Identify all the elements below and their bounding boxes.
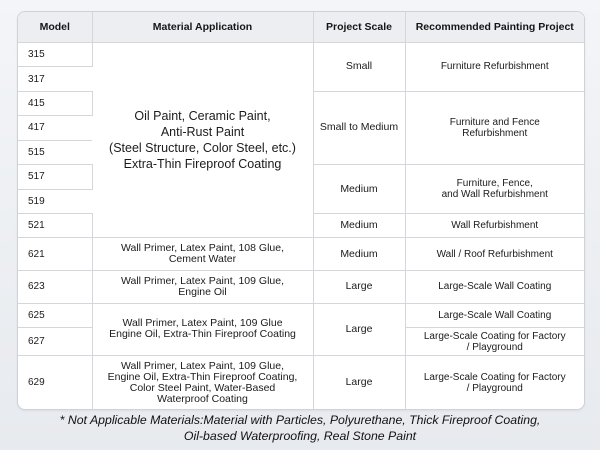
header-material-application: Material Application	[92, 12, 313, 43]
scale-cell: Medium	[313, 238, 405, 271]
model-cell: 521	[18, 213, 92, 237]
table-row	[18, 43, 584, 67]
model-cell: 517	[18, 165, 92, 189]
model-cell: 317	[18, 67, 92, 91]
material-cell	[92, 43, 313, 238]
project-cell	[405, 165, 584, 214]
not-applicable-footnote: * Not Applicable Materials:Material with Particles, Polyurethane, Thick Fireproof Coating, Oil-based Waterproofing, Real Stone Paint	[59, 413, 541, 443]
table-row	[18, 303, 584, 327]
model-table	[18, 12, 584, 409]
project-text: Furniture Refurbishment	[440, 61, 549, 73]
table-row	[18, 238, 584, 271]
material-cell	[92, 238, 313, 271]
material-cell	[92, 303, 313, 356]
project-cell	[405, 356, 584, 409]
model-cell: 515	[18, 140, 92, 164]
project-text: Large-Scale Coating for Factory / Playground	[423, 371, 566, 394]
model-cell: 627	[18, 327, 92, 356]
material-text: Wall Primer, Latex Paint, 108 Glue, Cement Water	[120, 242, 285, 266]
model-cell: 519	[18, 189, 92, 213]
scale-cell: Large	[313, 303, 405, 356]
model-cell: 417	[18, 116, 92, 140]
model-cell: 623	[18, 270, 92, 303]
header-model: Model	[18, 12, 92, 43]
material-text: Oil Paint, Ceramic Paint, Anti-Rust Paint (Steel Structure, Color Steel, etc.) Extra-Thin Fireproof Coating	[109, 109, 296, 172]
header-row	[18, 12, 584, 43]
header-recommended-painting-project: Recommended Painting Project	[405, 12, 584, 43]
project-cell: Wall Refurbishment	[405, 213, 584, 237]
project-text: Furniture, Fence, and Wall Refurbishment	[441, 178, 548, 201]
project-cell	[405, 327, 584, 356]
table-row	[18, 270, 584, 303]
scale-cell: Medium	[313, 213, 405, 237]
project-cell: Wall / Roof Refurbishment	[405, 238, 584, 271]
material-text: Wall Primer, Latex Paint, 109 Glue, Engine Oil	[120, 274, 285, 298]
model-cell: 625	[18, 303, 92, 327]
compatibility-table	[17, 11, 585, 410]
scale-cell: Small	[313, 43, 405, 92]
model-cell: 621	[18, 238, 92, 271]
model-cell: 415	[18, 91, 92, 115]
project-text: Large-Scale Coating for Factory / Playground	[423, 330, 566, 353]
model-cell: 315	[18, 43, 92, 67]
scale-cell: Large	[313, 356, 405, 409]
project-cell: Large-Scale Wall Coating	[405, 270, 584, 303]
scale-cell: Medium	[313, 165, 405, 214]
material-cell	[92, 356, 313, 409]
material-text: Wall Primer, Latex Paint, 109 Glue, Engine Oil, Extra-Thin Fireproof Coating, Color Steel Paint, Water-Based Waterproof Coating	[107, 359, 298, 405]
table-row	[18, 356, 584, 409]
project-cell	[405, 91, 584, 164]
project-text: Furniture and Fence Refurbishment	[449, 116, 540, 139]
scale-cell: Small to Medium	[313, 91, 405, 164]
material-cell	[92, 270, 313, 303]
scale-cell: Large	[313, 270, 405, 303]
material-text: Wall Primer, Latex Paint, 109 Glue Engine Oil, Extra-Thin Fireproof Coating	[109, 317, 296, 341]
project-cell	[405, 43, 584, 92]
model-cell: 629	[18, 356, 92, 409]
project-cell: Large-Scale Wall Coating	[405, 303, 584, 327]
header-project-scale: Project Scale	[313, 12, 405, 43]
